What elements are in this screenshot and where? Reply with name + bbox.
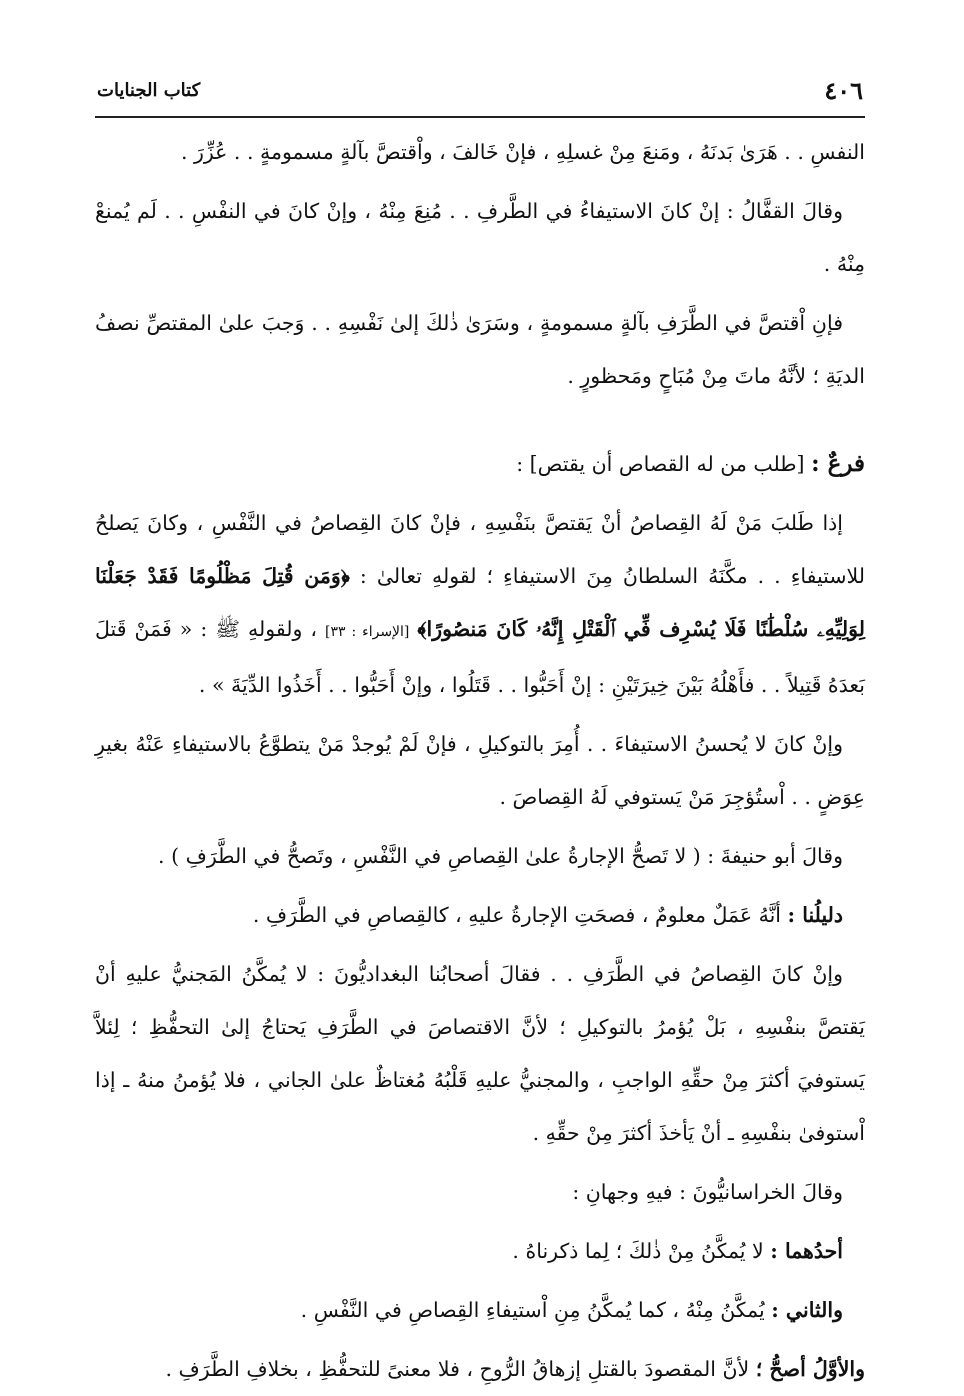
paragraph-text: يُمكَّنُ مِنْهُ ، كما يُمكَّنُ مِنِ اْستيفاءِ القِصاصِ في النَّفْسِ . [300, 1298, 765, 1322]
section-heading [95, 437, 865, 491]
paragraph-10 [95, 1166, 865, 1219]
paragraph-label: أحدُهما : [770, 1239, 843, 1263]
paragraph-text: إذا طَلبَ مَنْ لَهُ القِصاصُ أنْ يَقتصَّ بنَفْسِهِ ، فإنْ كانَ القِصاصُ في النَّفْسِ ، وكانَ يَصلحُ للاستيفاءِ . . مكَّنَهُ السلطانُ مِنَ الاستيفاءِ ؛ لقولهِ تعالىٰ : [95, 511, 865, 588]
page-header [95, 70, 865, 118]
paragraph-label: والثاني : [771, 1298, 843, 1322]
paragraph-text: فإنِ اْقتصَّ في الطَّرَفِ بآلةٍ مسمومةٍ ، وسَرَىٰ ذٰلكَ إلىٰ نَفْسِهِ . . وَجبَ علىٰ المقتصِّ نصفُ الديَةِ ؛ لأنَّهُ ماتَ مِنْ مُبَاحٍ ومَحظورٍ . [95, 311, 865, 388]
section-title: [طلب من له القصاص أن يقتص] : [516, 452, 805, 476]
paragraph-label: والأوَّلُ أصحُّ ؛ [755, 1357, 865, 1381]
paragraph-text: أنَّهُ عَمَلٌ معلومٌ ، فصحَتِ الإجارةُ عليهِ ، كالقِصاصِ في الطَّرَفِ . [252, 903, 781, 927]
running-title: كتاب الجنايات [97, 80, 201, 101]
paragraph-5 [95, 497, 865, 712]
paragraph-3 [95, 297, 865, 403]
paragraph-2 [95, 185, 865, 291]
paragraph-11 [95, 1225, 865, 1278]
quran-verse: ﴿وَمَن قُتِلَ مَظْلُومًا فَقَدْ جَعَلْنَا لِوَلِيِّهِۦ سُلْطَٰنًا فَلَا يُسْرِف فِّي ٱلْقَتْلِ إِنَّهُۥ كَانَ مَنصُورًا﴾ [95, 564, 865, 641]
body-text [95, 118, 865, 1396]
section-gap [95, 409, 865, 437]
document-page [95, 70, 865, 1381]
section-label: فرعٌ : [811, 450, 865, 477]
paragraph-9 [95, 948, 865, 1160]
paragraph-8 [95, 889, 865, 942]
page-number: ٤٠٦ [824, 76, 863, 105]
paragraph-6 [95, 718, 865, 824]
verse-reference: [الإسراء : ٣٣] [325, 624, 410, 640]
paragraph-text: النفسِ . . هَرَىٰ بَدنَهُ ، ومَنعَ مِنْ غسلِهِ ، فإنْ خَالفَ ، واْقتصَّ بآلةٍ مسمومةٍ . . عُزِّرَ . [180, 140, 865, 164]
paragraph-text: لأنَّ المقصودَ بالقتلِ إزهاقُ الرُّوحِ ، فلا معنىً للتحفُّظِ ، بخلافِ الطَّرَفِ . [165, 1357, 750, 1381]
paragraph-text: وإنْ كانَ لا يُحسنُ الاستيفاءَ . . أُمِرَ بالتوكيلِ ، فإنْ لَمْ يُوجدْ مَنْ يتطوَّعُ بالاستيفاءِ عَنْهُ بغيرِ عِوَضٍ . . اْستُؤجِرَ مَنْ يَستوفي لَهُ القِصاصَ . [95, 732, 865, 809]
paragraph-text: وقالَ الخراسانيُّونَ : فيهِ وجهانِ : [572, 1180, 843, 1204]
paragraph-text: لا يُمكَّنُ مِنْ ذٰلكَ ؛ لِما ذكرناهُ . [512, 1239, 764, 1263]
paragraph-1 [95, 126, 865, 179]
paragraph-12 [95, 1284, 865, 1337]
paragraph-text: وإنْ كانَ القِصاصُ في الطَّرَفِ . . فقالَ أصحابُنا البغداديُّونَ : لا يُمكَّنُ المَجنيُّ عليهِ أنْ يَقتصَّ بنفْسِهِ ، بَلْ يُؤمرُ بالتوكيلِ ؛ لأنَّ الاقتصاصَ في الطَّرَفِ يَحتاجُ إلىٰ التحفُّظِ ؛ لِئلاَّ يَستوفيَ أكثرَ مِنْ حقِّهِ الواجبِ ، والمجنيُّ عليهِ قَلْبُهُ مُغتاظٌ علىٰ الجاني ، فلا يُؤمنُ منهُ ـ إذا اْستوفىٰ بنفْسِهِ ـ أنْ يَأخذَ أكثرَ مِنْ حقِّهِ . [95, 962, 865, 1145]
paragraph-text-continued: ، ولقولهِ ﷺ : « فَمَنْ قَتلَ بَعدَهُ قَتِيلاً . . فأَهْلُهُ بَيْنَ خِيرَتَيْنِ : إنْ أَحَبُّوا . . قَتَلُوا ، وإنْ أَحَبُّوا . . أَخَذُوا الدِّيَةَ » . [95, 617, 865, 697]
paragraph-7 [95, 830, 865, 883]
paragraph-text: وقالَ أبو حنيفةَ : ( لا تَصحُّ الإجارةُ علىٰ القِصاصِ في النَّفْسِ ، وتَصحُّ في الطَّرَفِ ) . [158, 844, 843, 868]
paragraph-label: دليلُنا : [787, 903, 843, 927]
paragraph-text: وقالَ القفَّالُ : إنْ كانَ الاستيفاءُ في الطَّرفِ . . مُنِعَ مِنْهُ ، وإنْ كانَ في النفْسِ . . لَم يُمنعْ مِنْهُ . [95, 199, 865, 276]
